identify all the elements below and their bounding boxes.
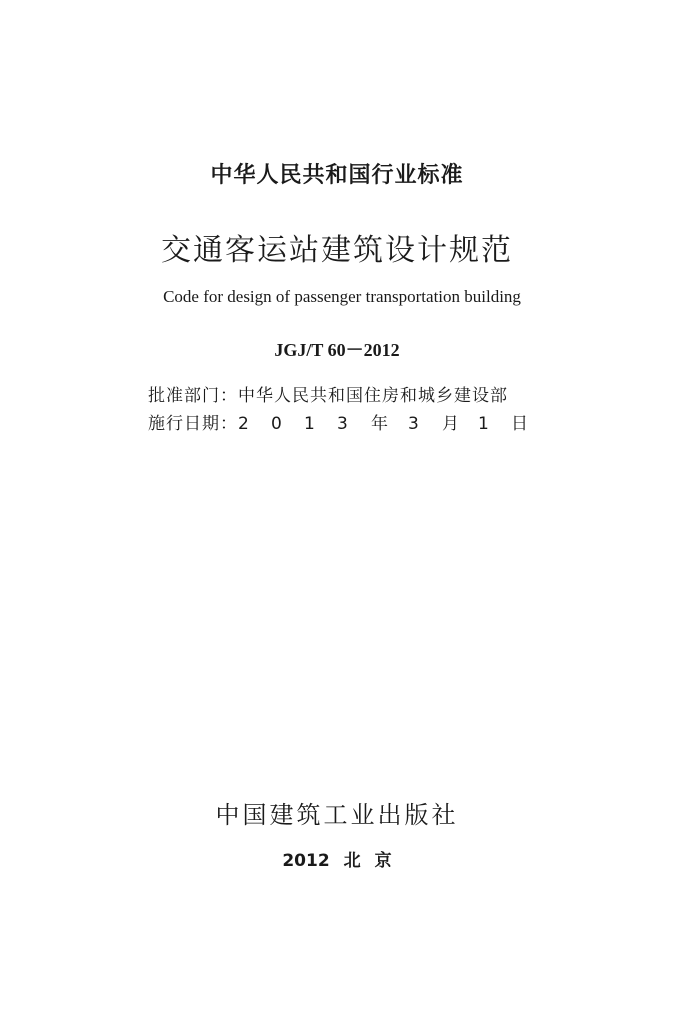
date-part: 1	[478, 414, 489, 434]
publication-city-char: 京	[374, 851, 392, 871]
effective-date-label: 施行日期：	[148, 414, 238, 434]
date-part: 0	[271, 414, 282, 434]
main-title: 交通客运站建筑设计规范	[161, 233, 513, 268]
date-part: 年	[371, 414, 388, 434]
date-part: 月	[442, 414, 459, 434]
effective-date-row	[148, 409, 531, 434]
approval-row	[148, 381, 508, 406]
approval-value: 中华人民共和国住房和城乡建设部	[238, 386, 508, 406]
date-part: 3	[408, 414, 419, 434]
approval-label: 批准部门：	[148, 386, 238, 406]
effective-date-value	[238, 409, 531, 434]
series-title: 中华人民共和国行业标准	[210, 163, 464, 188]
publication-year: 2012	[282, 851, 330, 871]
date-part: 1	[304, 414, 315, 434]
date-part: 日	[511, 414, 528, 434]
publication-city-char: 北	[343, 851, 361, 871]
date-part: 2	[238, 414, 249, 434]
publication-place	[0, 846, 674, 871]
date-part: 3	[337, 414, 348, 434]
publisher-name: 中国建筑工业出版社	[215, 801, 459, 829]
english-title: Code for design of passenger transportation building	[163, 287, 521, 306]
standard-code: JGJ/T 60－2012	[274, 340, 400, 360]
